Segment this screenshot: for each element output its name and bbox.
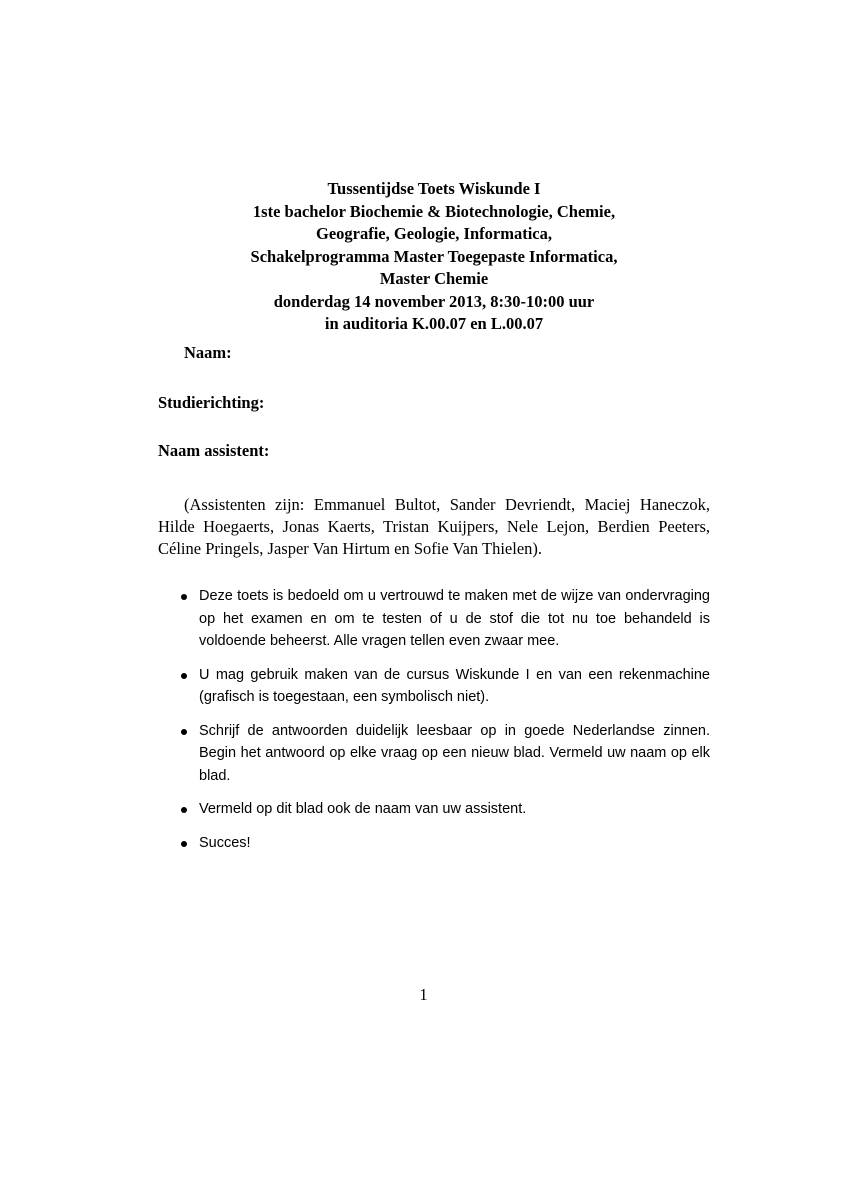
- exam-title-block: [158, 178, 710, 336]
- instruction-text: Schrijf de antwoorden duidelijk leesbaar op in goede Nederlandse zinnen. Begin het antwoord op elke vraag op een nieuw blad. Vermeld uw naam op elk blad.: [199, 722, 710, 784]
- instruction-item: [158, 664, 710, 709]
- instruction-item: [158, 832, 710, 855]
- page-number: 1: [419, 985, 428, 1004]
- instruction-text: Deze toets is bedoeld om u vertrouwd te maken met de wijze van ondervraging op het examen en om te testen of u de stof die tot nu toe behandeld is voldoende beheerst. Alle vragen tellen even zwaar mee.: [199, 588, 710, 649]
- instruction-text: Succes!: [199, 834, 251, 851]
- name-field-label: Naam:: [184, 343, 232, 362]
- instruction-item: [158, 798, 710, 821]
- study-field-label: Studierichting:: [158, 393, 265, 412]
- bullet-dot-icon: [181, 841, 187, 847]
- programs-line-4: Master Chemie: [379, 269, 489, 288]
- bullet-dot-icon: [181, 807, 187, 813]
- instructions-list: [158, 585, 710, 865]
- instruction-text: U mag gebruik maken van de cursus Wiskunde I en van een rekenmachine (grafisch is toegestaan, een symbolisch niet).: [199, 666, 710, 705]
- bullet-dot-icon: [181, 673, 187, 679]
- programs-line-3: Schakelprogramma Master Toegepaste Informatica,: [250, 246, 618, 266]
- assistant-field-label: Naam assistent:: [158, 441, 270, 460]
- assistants-note: (Assistenten zijn: Emmanuel Bultot, Sander Devriendt, Maciej Haneczok, Hilde Hoegaerts, Jonas Kaerts, Tristan Kuijpers, Nele Lejon, Berdien Peeters, Céline Pringels, Jasper Van Hirtum en Sofie Van Thielen).: [158, 495, 710, 558]
- instruction-item: [158, 585, 710, 653]
- programs-line-1: 1ste bachelor Biochemie & Biotechnologie, Chemie,: [252, 201, 616, 221]
- exam-location: in auditoria K.00.07 en L.00.07: [324, 314, 544, 333]
- instruction-item: [158, 720, 710, 788]
- exam-title: Tussentijdse Toets Wiskunde I: [327, 179, 541, 198]
- bullet-dot-icon: [181, 729, 187, 735]
- exam-date-time: donderdag 14 november 2013, 8:30-10:00 uur: [273, 291, 595, 311]
- bullet-dot-icon: [181, 594, 187, 600]
- instruction-text: Vermeld op dit blad ook de naam van uw assistent.: [199, 801, 527, 817]
- programs-line-2: Geografie, Geologie, Informatica,: [316, 224, 552, 243]
